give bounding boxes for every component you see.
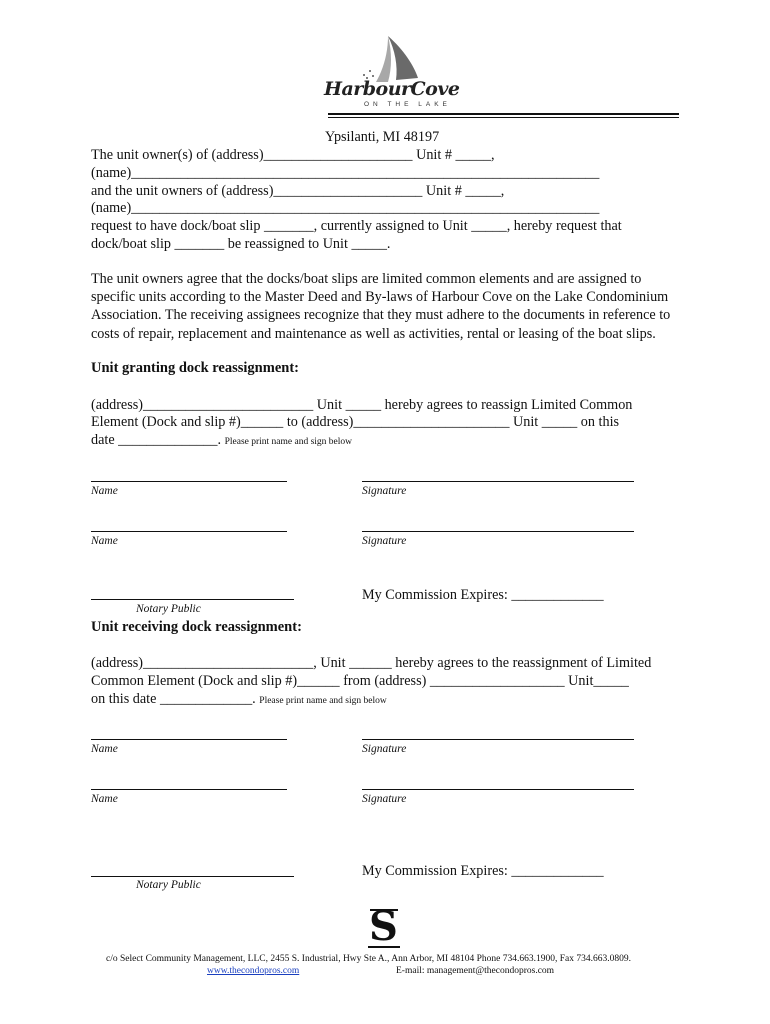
logo-wordmark: HarbourCove <box>324 78 460 100</box>
receiving-signature-line-2[interactable] <box>362 789 634 790</box>
receiving-signature-label-2: Signature <box>362 793 407 805</box>
receiving-name-label-1: Name <box>91 743 118 755</box>
granting-line-3 <box>91 431 352 451</box>
receiving-name-line-2[interactable] <box>91 789 287 790</box>
request-line-4: (name)__________________________________________________________________ <box>91 200 600 216</box>
granting-name-line-1[interactable] <box>91 481 287 482</box>
request-line-6: dock/boat slip _______ be reassigned to Unit _____. <box>91 236 391 252</box>
receiving-commission: My Commission Expires: _____________ <box>362 863 604 879</box>
receiving-date: on this date _____________. <box>91 691 256 707</box>
select-management-logo <box>362 903 406 952</box>
receiving-signature-line-1[interactable] <box>362 739 634 740</box>
receiving-name-label-2: Name <box>91 793 118 805</box>
granting-name-label-2: Name <box>91 535 118 547</box>
receiving-name-line-1[interactable] <box>91 739 287 740</box>
granting-signature-line-1[interactable] <box>362 481 634 482</box>
footer-address: c/o Select Community Management, LLC, 2455 S. Industrial, Hwy Ste A., Ann Arbor, MI 48104 Phone 734.663.1900, Fax 734.663.0809. <box>106 954 631 964</box>
harbour-cove-logo <box>318 30 468 110</box>
agreement-paragraph: The unit owners agree that the docks/boat slips are limited common elements and are assigned to specific units according to the Master Deed and By-laws of Harbour Cove on the Lake Condominium Association. The receiving assignees recognize that they must adhere to the documents in reference to costs of repair, replacement and maintenance as well as activities, rental or leasing of the boat slips. <box>91 271 671 342</box>
header-rule-top <box>328 113 679 115</box>
logo-bottom-bar <box>368 946 400 948</box>
granting-name-line-2[interactable] <box>91 531 287 532</box>
receiving-line-2: Common Element (Dock and slip #)______ from (address) ___________________ Unit_____ <box>91 673 629 689</box>
granting-print-note: Please print name and sign below <box>224 437 353 447</box>
granting-signature-label-1: Signature <box>362 485 407 497</box>
request-line-3: and the unit owners of (address)_____________________ Unit # _____, <box>91 183 505 199</box>
receiving-signature-label-1: Signature <box>362 743 407 755</box>
receiving-heading: Unit receiving dock reassignment: <box>91 619 302 635</box>
granting-notary-label: Notary Public <box>136 603 201 615</box>
granting-signature-line-2[interactable] <box>362 531 634 532</box>
request-line-1: The unit owner(s) of (address)_____________________ Unit # _____, <box>91 147 495 163</box>
footer-email: E-mail: management@thecondopros.com <box>396 966 555 976</box>
footer-website-link[interactable]: www.thecondopros.com <box>207 966 300 976</box>
receiving-line-1: (address)________________________, Unit ______ hereby agrees to the reassignment of Limited <box>91 655 652 671</box>
granting-date: date ______________. <box>91 432 222 448</box>
granting-name-label-1: Name <box>91 485 118 497</box>
header-rule-bottom <box>328 117 679 118</box>
granting-signature-label-2: Signature <box>362 535 407 547</box>
city-line: Ypsilanti, MI 48197 <box>325 129 440 145</box>
receiving-notary-label: Notary Public <box>136 879 201 891</box>
request-line-2: (name)__________________________________________________________________ <box>91 165 600 181</box>
granting-heading: Unit granting dock reassignment: <box>91 360 299 376</box>
receiving-print-note: Please print name and sign below <box>259 696 387 706</box>
granting-commission: My Commission Expires: _____________ <box>362 587 604 603</box>
receiving-notary-line[interactable] <box>91 876 294 877</box>
select-logo-mark: S <box>369 903 398 950</box>
granting-line-1: (address)________________________ Unit _____ hereby agrees to reassign Limited Common <box>91 397 633 413</box>
request-line-5: request to have dock/boat slip _______, currently assigned to Unit _____, hereby request that <box>91 218 622 234</box>
logo-subtitle: ON THE LAKE <box>364 101 451 108</box>
granting-line-2: Element (Dock and slip #)______ to (address)______________________ Unit _____ on this <box>91 414 620 430</box>
granting-notary-line[interactable] <box>91 599 294 600</box>
receiving-line-3 <box>91 690 387 710</box>
